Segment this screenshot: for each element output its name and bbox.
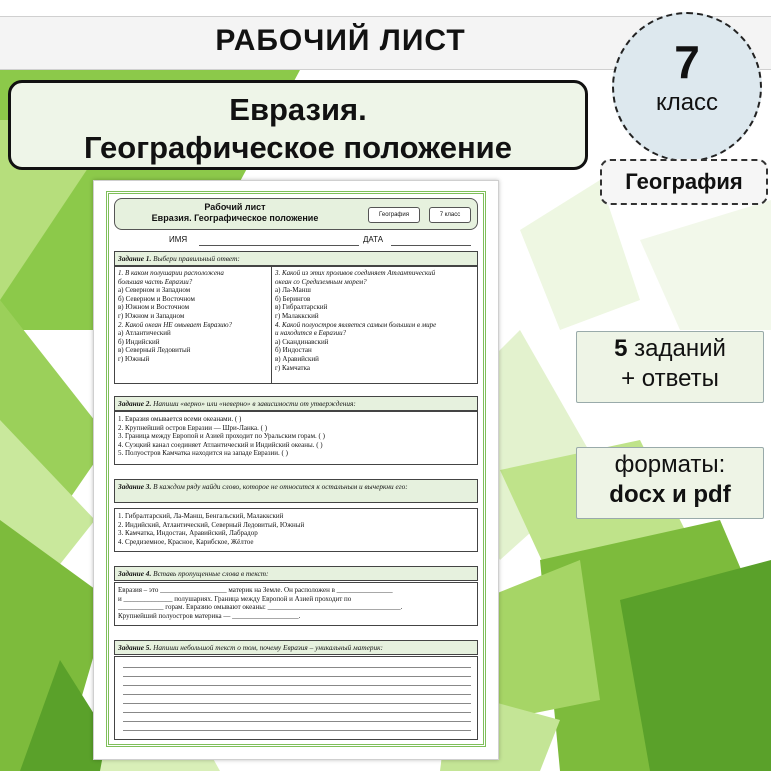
task-1-left-column: [118, 269, 270, 364]
task-4-line: и ______________ полушариях. Граница между Европой и Азией проходит по: [118, 594, 352, 603]
topic-line-1: Евразия.: [229, 92, 367, 127]
task-1-body: [114, 266, 478, 384]
task-1-number: Задание 1.: [118, 254, 152, 263]
tasks-word: заданий: [634, 335, 726, 362]
task-2-item: 3. Граница между Европой и Азией проходит по Уральским горам. ( ): [118, 432, 325, 441]
writing-line: [123, 685, 471, 686]
formats-value: docx и pdf: [609, 481, 731, 508]
task-1-line: а) Северном и Западном: [118, 286, 191, 295]
subject-badge: География: [600, 159, 768, 205]
task-4-heading: [114, 566, 478, 581]
formats-label: форматы:: [614, 451, 726, 478]
writing-line: [123, 730, 471, 731]
task-1-text: Выбери правильный ответ:: [153, 254, 240, 263]
task-1-line: 3. Какой из этих проливов соединяет Атлантический: [275, 269, 436, 277]
topic-line-2: Географическое положение: [84, 130, 512, 165]
tasks-info-box: [576, 331, 764, 403]
task-3-body: [114, 508, 478, 552]
task-3-item: 3. Камчатка, Индостан, Аравийский, Лабрадор: [118, 529, 258, 538]
task-4-line: Крупнейший полуостров материка — ___________________.: [118, 611, 301, 620]
task-1-divider: [271, 267, 272, 383]
date-label: ДАТА: [363, 235, 384, 244]
writing-line: [123, 712, 471, 713]
worksheet-preview: [93, 180, 499, 760]
task-1-line: а) Атлантический: [118, 329, 171, 338]
task-3-item: 1. Гибралтарский, Ла-Манш, Бенгальский, Малаккский: [118, 512, 284, 520]
task-2-heading: [114, 396, 478, 411]
task-1-line: б) Берингов: [275, 294, 311, 303]
worksheet-grade-tag: 7 класс: [429, 207, 471, 223]
tasks-count: 5: [614, 335, 628, 362]
task-1-line: г) Южном и Западном: [118, 311, 185, 320]
task-3-item: 2. Индийский, Атлантический, Северный Ледовитый, Южный: [118, 520, 305, 529]
task-1-line: 2. Какой океан НЕ омывает Евразию?: [118, 320, 233, 329]
worksheet-title: [115, 202, 355, 224]
task-1-line: 4. Какой полуостров является самым большим в мире: [275, 320, 437, 329]
task-4-number: Задание 4.: [118, 569, 152, 578]
name-label: ИМЯ: [169, 235, 188, 244]
topic-box: [8, 80, 588, 170]
task-1-line: в) Гибралтарский: [275, 303, 328, 312]
task-2-body: [114, 411, 478, 465]
task-1-line: г) Малаккский: [275, 311, 319, 320]
task-1-line: 1. В каком полушарии расположена: [118, 269, 224, 277]
task-1-right-column: [275, 269, 475, 372]
task-1-line: а) Скандинавский: [275, 337, 329, 346]
task-1-line: в) Южном и Восточном: [118, 303, 190, 312]
task-3-text: В каждом ряду найди слово, которое не относится к остальным и вычеркни его:: [153, 482, 408, 491]
task-2-item: 5. Полуостров Камчатка находится на западе Евразии. ( ): [118, 449, 288, 458]
task-5-heading: [114, 640, 478, 655]
writing-line: [123, 676, 471, 677]
task-1-line: г) Южный: [118, 354, 150, 363]
grade-badge: [612, 12, 762, 162]
task-2-item: 4. Суэцкий канал соединяет Атлантический и Индийский океаны. ( ): [118, 440, 323, 449]
worksheet-subject-tag: География: [368, 207, 420, 223]
task-1-line: большая часть Евразии?: [118, 277, 193, 286]
task-1-line: б) Индийский: [118, 337, 160, 346]
task-1-line: б) Северном и Восточном: [118, 294, 195, 303]
task-1-line: и находится в Евразии?: [275, 329, 347, 338]
task-3-item: 4. Средиземное, Красное, Карибское, Жёлтое: [118, 537, 254, 546]
grade-number: 7: [674, 36, 700, 88]
task-1-line: г) Камчатка: [275, 363, 310, 372]
task-5-body: [114, 656, 478, 740]
task-1-line: океан со Средиземным морем?: [275, 277, 367, 286]
task-4-line: _____________ горам. Евразию омывают океаны: ______________________________________.: [118, 603, 403, 612]
worksheet-frame: [106, 191, 486, 747]
task-2-item: 1. Евразия омывается всеми океанами. ( ): [118, 415, 242, 423]
answers-line: + ответы: [621, 365, 719, 392]
writing-line: [123, 694, 471, 695]
tasks-count-line: [577, 334, 763, 364]
worksheet-title-line-1: Рабочий лист: [204, 202, 266, 212]
task-1-line: а) Ла-Манш: [275, 286, 311, 295]
date-line: [391, 245, 471, 246]
task-5-text: Напиши небольшой текст о том, почему Евразия – уникальный материк:: [153, 643, 383, 652]
task-2-number: Задание 2.: [118, 399, 152, 408]
worksheet-header: [114, 198, 478, 230]
task-3-heading: [114, 479, 478, 503]
task-2-item: 2. Крупнейший остров Евразии — Шри-Ланка. ( ): [118, 423, 268, 432]
task-2-text: Напиши «верно» или «неверно» в зависимости от утверждения:: [153, 399, 356, 408]
name-line: [199, 245, 359, 246]
task-4-text: Вставь пропущенные слова в текст:: [153, 569, 269, 578]
formats-info-box: [576, 447, 764, 519]
task-3-number: Задание 3.: [118, 482, 152, 491]
grade-word: класс: [655, 89, 719, 116]
task-4-line: Евразия – это ___________________ материк на Земле. Он расположен в ________________: [118, 586, 393, 594]
task-5-number: Задание 5.: [118, 643, 152, 652]
writing-line: [123, 703, 471, 704]
task-1-line: б) Индостан: [275, 346, 312, 355]
writing-line: [123, 721, 471, 722]
task-1-line: в) Аравийский: [275, 354, 319, 363]
task-1-heading: [114, 251, 478, 266]
task-1-line: в) Северный Ледовитый: [118, 346, 191, 355]
page-title: РАБОЧИЙ ЛИСТ: [215, 24, 466, 57]
task-4-body: [114, 582, 478, 626]
writing-line: [123, 667, 471, 668]
worksheet-title-line-2: Евразия. Географическое положение: [151, 213, 319, 223]
